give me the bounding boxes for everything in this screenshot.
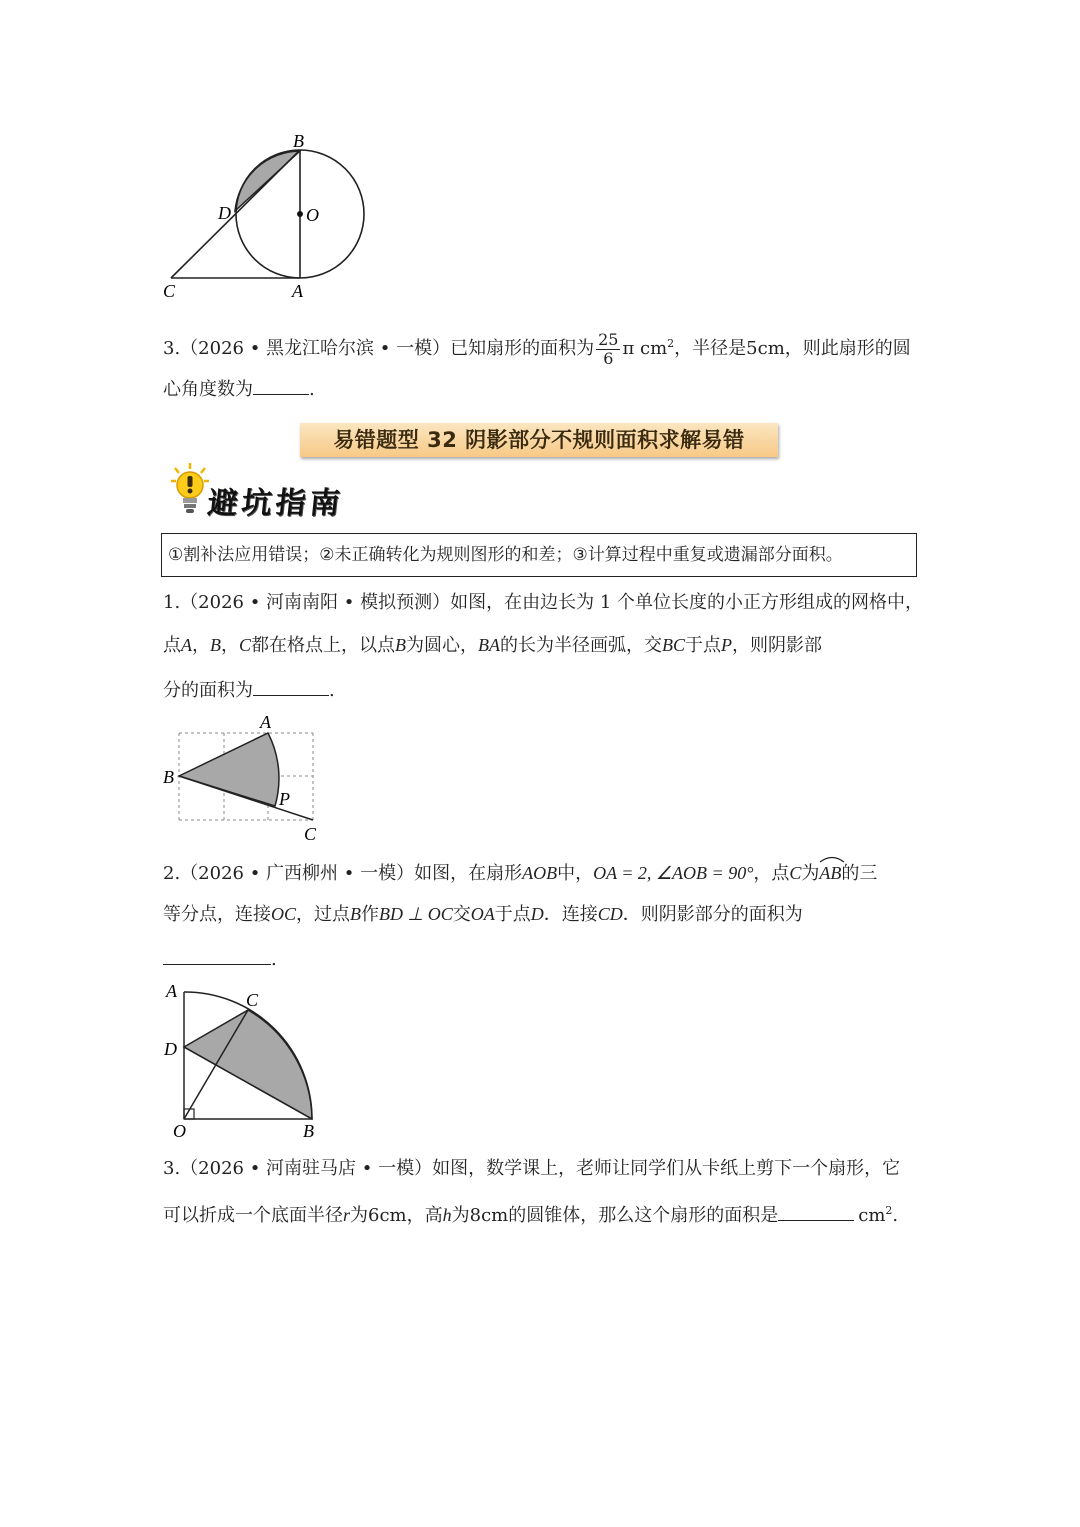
shaded-region <box>184 1010 312 1119</box>
var-b2: B <box>395 635 407 655</box>
q2-t4: 为 <box>801 863 820 884</box>
question-1-line1: 1.（2026 • 河南南阳 • 模拟预测）如图，在由边长为 1 个单位长度的小正方形组成的网格中， <box>163 592 923 613</box>
answer-blank[interactable] <box>253 677 329 696</box>
var-h: h <box>442 1205 452 1225</box>
q1-sep1: ， <box>192 635 210 656</box>
q2-t5: 的三 <box>841 863 878 884</box>
arc-ab <box>819 860 841 884</box>
q3-t2: 为6cm，高 <box>350 1205 443 1226</box>
condition: OA = 2, ∠AOB = 90° <box>593 863 754 883</box>
question-3-prev-line2 <box>163 376 315 401</box>
var-a: A <box>181 635 192 655</box>
var-b: B <box>210 635 221 655</box>
label-c: C <box>246 990 259 1010</box>
q2-t2: 中， <box>557 863 594 884</box>
question-2-line2 <box>163 903 803 926</box>
pi-unit: π cm <box>622 338 668 359</box>
section-title: 易错题型 32 阴影部分不规则面积求解易错 <box>300 423 778 457</box>
q1-t4: 的长为半径画弧，交 <box>500 635 663 656</box>
question-3-line2 <box>163 1200 898 1227</box>
q1-t3: 为圆心， <box>406 635 479 656</box>
var-oc: OC <box>271 904 297 924</box>
period: . <box>271 949 277 970</box>
q2-t3: ，点 <box>753 863 790 884</box>
q2-t11: ．连接 <box>543 904 598 925</box>
label-c: C <box>304 824 317 844</box>
frac-den: 6 <box>603 348 614 368</box>
q2-t10: 于点 <box>494 904 531 925</box>
unit-cm: cm <box>858 1205 886 1226</box>
var-b: B <box>350 904 362 924</box>
label-o: O <box>173 1121 186 1141</box>
q3-prev-line2: 心角度数为 <box>163 379 253 400</box>
question-1-line2 <box>163 634 822 657</box>
frac-num: 25 <box>598 329 619 349</box>
sup-2: 2 <box>885 1204 893 1217</box>
q3-t1: 可以折成一个底面半径 <box>163 1205 343 1226</box>
q1-t2: 都在格点上，以点 <box>251 635 396 656</box>
q3-t3: 为8cm的圆锥体，那么这个扇形的面积是 <box>451 1205 779 1226</box>
q1-t7: 分的面积为 <box>163 680 253 701</box>
period: . <box>892 1205 899 1226</box>
period: . <box>309 379 315 400</box>
var-bd-perp-oc: BD ⊥ OC <box>379 904 453 924</box>
var-p: P <box>721 635 733 655</box>
figure-quarter-sector <box>160 978 330 1143</box>
var-oa: OA <box>470 904 495 924</box>
q2-t1: 2.（2026 • 广西柳州 • 一模）如图，在扇形 <box>163 863 523 884</box>
question-2-line3 <box>163 946 277 971</box>
q2-t12: ．则阴影部分的面积为 <box>622 904 803 925</box>
figure-circle-tangent <box>150 125 390 305</box>
question-3-line1: 3.（2026 • 河南驻马店 • 一模）如图，数学课上，老师让同学们从卡纸上剪下一个扇形，它 <box>163 1158 901 1179</box>
q2-t7: ，过点 <box>296 904 351 925</box>
label-a: A <box>166 981 177 1001</box>
q1-t1: 点 <box>163 635 181 656</box>
label-p: P <box>279 789 290 809</box>
q2-t6: 等分点，连接 <box>163 904 271 925</box>
label-a: A <box>292 281 303 301</box>
q2-t8: 作 <box>361 904 380 925</box>
lightbulb-icon <box>170 462 210 516</box>
arc-mark <box>819 855 845 863</box>
q3-prev-text-b: ，半径是5cm，则此扇形的圆 <box>674 338 911 359</box>
var-c: C <box>789 863 802 883</box>
answer-blank[interactable] <box>163 946 271 965</box>
label-b: B <box>293 131 304 151</box>
center-dot <box>297 211 303 217</box>
question-3-prev-line1 <box>163 322 911 366</box>
question-2-line1 <box>163 860 877 885</box>
period: . <box>329 680 335 701</box>
fraction-25-6 <box>596 331 620 368</box>
q3-prev-text-a: 3.（2026 • 黑龙江哈尔滨 • 一模）已知扇形的面积为 <box>163 338 595 359</box>
arc-ab-text: AB <box>819 863 842 883</box>
label-c: C <box>163 281 176 301</box>
label-d: D <box>218 203 231 223</box>
q1-t5: 于点 <box>685 635 722 656</box>
var-bc: BC <box>662 635 686 655</box>
label-d: D <box>164 1039 177 1059</box>
var-ba: BA <box>478 635 501 655</box>
q1-sep2: ， <box>221 635 239 656</box>
guide-label: 避坑指南 <box>205 486 346 521</box>
var-cd: CD <box>597 904 623 924</box>
answer-blank[interactable] <box>778 1202 854 1221</box>
var-c: C <box>239 635 252 655</box>
question-1-line3 <box>163 677 335 702</box>
label-b: B <box>163 767 174 787</box>
label-b: B <box>303 1121 314 1141</box>
label-o: O <box>306 205 319 225</box>
tip-box: ①割补法应用错误；②未正确转化为规则图形的和差；③计算过程中重复或遗漏部分面积。 <box>161 533 917 577</box>
label-a: A <box>260 712 271 732</box>
line-cb <box>171 150 300 278</box>
var-d: D <box>530 904 544 924</box>
q1-t6: ，则阴影部 <box>732 635 823 656</box>
q2-t9: 交 <box>452 904 471 925</box>
shaded-sector <box>179 733 279 806</box>
figure-grid-sector <box>160 708 330 848</box>
var-aob: AOB <box>522 863 558 883</box>
sup-2: 2 <box>667 337 675 350</box>
var-r: r <box>343 1205 351 1225</box>
answer-blank[interactable] <box>253 376 309 395</box>
